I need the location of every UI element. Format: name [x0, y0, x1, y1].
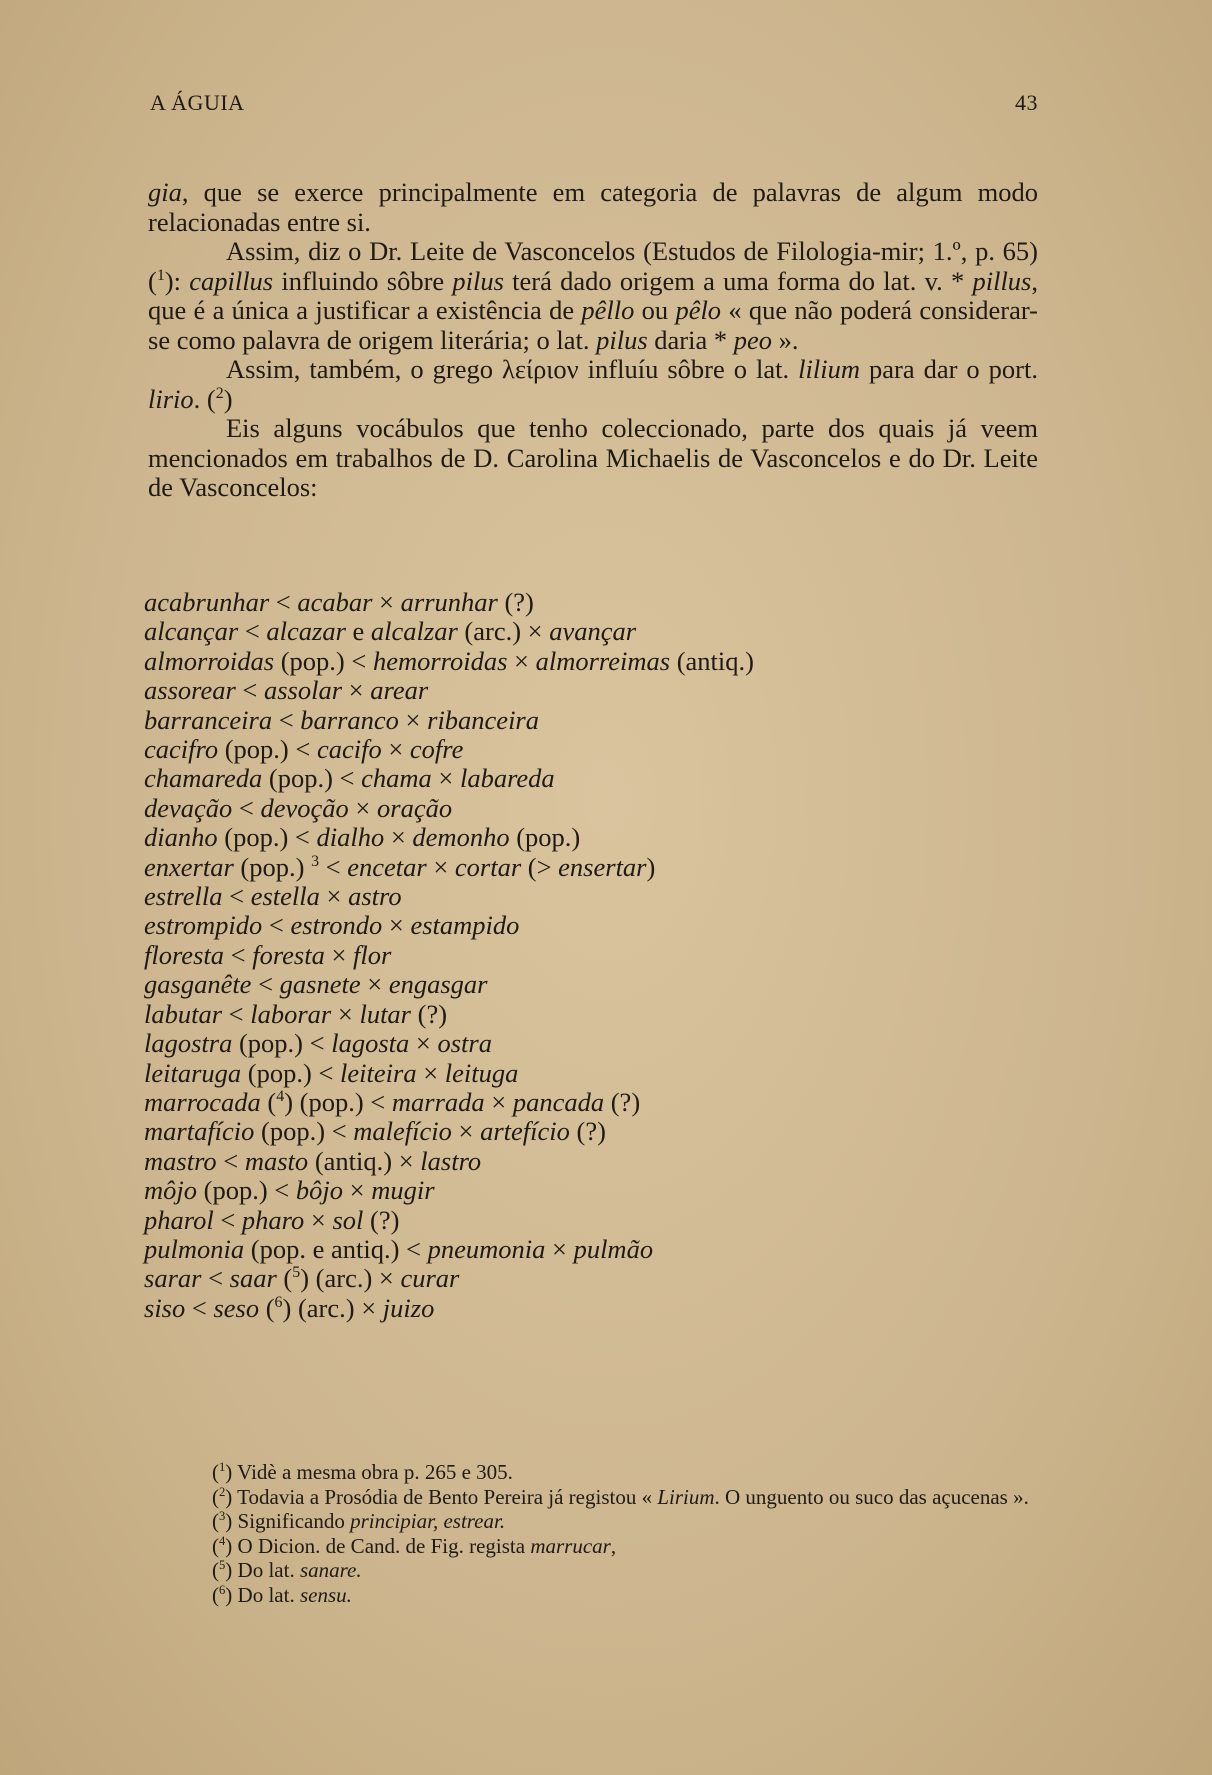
page-number: 43	[1015, 90, 1038, 115]
footnotes	[140, 1460, 1035, 1607]
word-entry: cacifro (pop.) < cacifo × cofre	[144, 734, 464, 765]
word-entry: siso < seso ($^6$) (arc.) × juizo	[144, 1292, 435, 1323]
word-entry: estrompido < estrondo × estampido	[144, 910, 520, 941]
word-entry: môjo (pop.) < bôjo × mugir	[144, 1175, 435, 1206]
footnote: ($^2$) Todavia a Prosódia de Bento Pereira já registou « Lirium. O unguento ou suco das açucenas ».	[212, 1484, 1029, 1509]
footnote: ($^4$) O Dicion. de Cand. de Fig. regista marrucar,	[212, 1533, 617, 1558]
footnote: ($^1$) Vidè a mesma obra p. 265 e 305.	[212, 1460, 513, 1484]
word-entry: marrocada ($^4$) (pop.) < marrada × pancada (?)	[144, 1086, 641, 1117]
word-entry: devação < devoção × oração	[144, 792, 453, 823]
word-entry: estrella < estella × astro	[144, 881, 402, 912]
running-head	[150, 90, 1038, 116]
footnote: ($^3$) Significando principiar, estrear.	[212, 1509, 506, 1533]
journal-title: A ÁGUIA	[150, 90, 245, 115]
paragraph: Eis alguns vocábulos que tenho coleccionado, parte dos quais já veem mencionados em trabalhos de D. Carolina Michaelis de Vasconcelos e do Dr. Leite de Vasconcelos:	[148, 413, 1038, 502]
word-entry: leitaruga (pop.) < leiteira × leituga	[144, 1057, 519, 1088]
word-entry: alcançar < alcazar e alcalzar (arc.) × avançar	[144, 616, 637, 647]
word-entry: martafício (pop.) < malefício × artefício (?)	[144, 1116, 606, 1147]
word-entry: almorroidas (pop.) < hemorroidas × almorreimas (antiq.)	[144, 645, 754, 676]
word-entry: chamareda (pop.) < chama × labareda	[144, 763, 555, 794]
word-entry: dianho (pop.) < dialho × demonho (pop.)	[144, 822, 581, 853]
footnote: ($^5$) Do lat. sanare.	[212, 1558, 362, 1582]
word-entry: enxertar (pop.) $^3$ < encetar × cortar (> ensertar)	[144, 851, 656, 882]
word-list	[144, 588, 1034, 1323]
word-entry: barranceira < barranco × ribanceira	[144, 704, 539, 735]
word-entry: gasganête < gasnete × engasgar	[144, 969, 488, 1000]
word-entry: acabrunhar < acabar × arrunhar (?)	[144, 587, 534, 617]
word-entry: lagostra (pop.) < lagosta × ostra	[144, 1028, 492, 1059]
word-entry: assorear < assolar × arear	[144, 675, 429, 706]
word-entry: mastro < masto (antiq.) × lastro	[144, 1145, 482, 1176]
paragraph: gia, que se exerce principalmente em categoria de palavras de algum modo relacionadas entre si.	[148, 177, 1038, 237]
paragraph: Assim, também, o grego λείριον influíu sôbre o lat. lilium para dar o port. lirio. ($^2$)	[148, 354, 1038, 414]
word-entry: sarar < saar ($^5$) (arc.) × curar	[144, 1263, 460, 1294]
word-entry: floresta < foresta × flor	[144, 939, 392, 970]
word-entry: labutar < laborar × lutar (?)	[144, 998, 448, 1029]
paragraph: Assim, diz o Dr. Leite de Vasconcelos (Estudos de Filologia-mir; 1.º, p. 65) ($^1$): capillus influindo sôbre pilus terá dado origem a uma forma do lat. v. * pillus, que é a única a justificar a existência de pêllo ou pêlo « que não poderá considerar-se como palavra de origem literária; o lat. pilus daria * peo ».	[148, 236, 1038, 355]
word-entry: pharol < pharo × sol (?)	[144, 1204, 400, 1235]
body-text	[148, 178, 1038, 503]
word-entry: pulmonia (pop. e antiq.) < pneumonia × pulmão	[144, 1233, 654, 1264]
footnote: ($^6$) Do lat. sensu.	[212, 1582, 352, 1607]
